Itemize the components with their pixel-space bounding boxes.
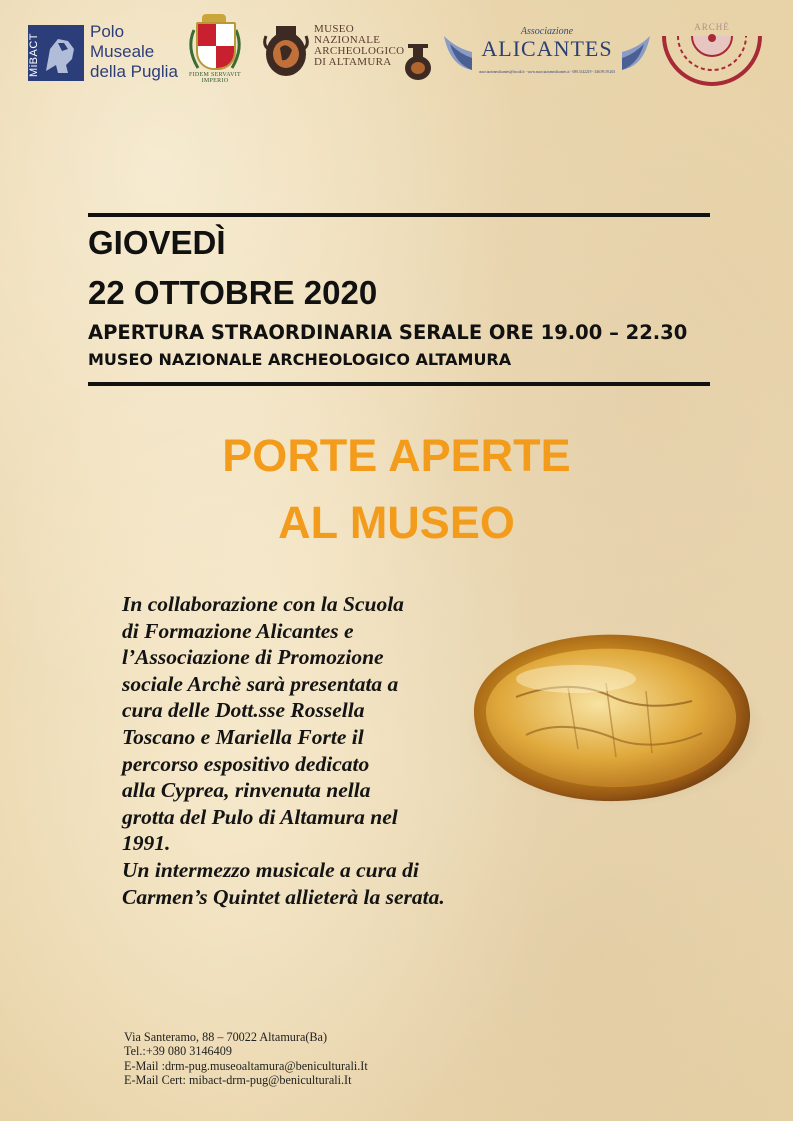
museo-line-3: ARCHEOLOGICO xyxy=(314,45,405,57)
event-day: GIOVEDÌ xyxy=(88,224,226,261)
arche-label: ARCHÈ xyxy=(694,22,730,32)
cyprea-shell-image xyxy=(456,617,766,809)
crest-motto: FIDEM SERVAVIT IMPERIO xyxy=(188,72,241,84)
description-line: 1991. xyxy=(122,831,171,856)
footer-email-cert[interactable]: E-Mail Cert: mibact-drm-pug@beniculturali.It xyxy=(124,1073,352,1088)
crest-shield-icon xyxy=(196,22,236,70)
contact-footer xyxy=(124,1030,368,1088)
mibact-label: MiBACT xyxy=(28,33,40,77)
alicantes-contact: associazionealicantes@tiscali.it - www.associazionealicantes.it - 080.3142219 - 346.99.39.263 xyxy=(478,70,616,74)
description-line: Carmen’s Quintet allieterà la serata. xyxy=(122,884,445,909)
mibact-mark-icon xyxy=(28,25,84,81)
description-line: cura delle Dott.sse Rossella xyxy=(122,698,365,723)
logo-arche xyxy=(658,22,766,86)
venue-name: MUSEO NAZIONALE ARCHEOLOGICO ALTAMURA xyxy=(88,350,512,369)
event-title-line-1: PORTE APERTE xyxy=(222,430,571,481)
description-line: alla Cyprea, rinvenuta nella xyxy=(122,778,371,803)
description-line: grotta del Pulo di Altamura nel xyxy=(122,804,398,829)
logo-polo-museale-puglia xyxy=(28,22,178,86)
event-description xyxy=(122,591,502,910)
polo-line-3: della Puglia xyxy=(90,62,178,81)
footer-phone: Tel.:+39 080 3146409 xyxy=(124,1044,232,1059)
museo-line-2: NAZIONALE xyxy=(314,34,381,46)
polo-line-2: Museale xyxy=(90,42,155,61)
jug-icon xyxy=(402,40,434,82)
amphora-vase-icon xyxy=(262,22,310,80)
footer-address: Via Santeramo, 88 – 70022 Altamura(Ba) xyxy=(124,1030,328,1044)
logo-associazione-alicantes xyxy=(442,26,652,82)
description-line: di Formazione Alicantes e xyxy=(122,618,354,643)
museo-line-1: MUSEO xyxy=(314,23,355,35)
right-wing-icon xyxy=(620,30,652,78)
alicantes-name: ALICANTES xyxy=(481,36,613,61)
opening-hours: APERTURA STRAORDINARIA SERALE ORE 19.00 – 22.30 xyxy=(88,321,688,344)
description-line: percorso espositivo dedicato xyxy=(122,751,370,776)
description-line: l’Associazione di Promozione xyxy=(122,645,384,670)
logo-altamura-crest xyxy=(184,14,246,84)
logo-museo-nazionale-altamura xyxy=(262,18,434,84)
alicantes-assoc-label: Associazione xyxy=(520,26,574,37)
polo-line-1: Polo xyxy=(90,22,125,41)
description-line: Un intermezzo musicale a cura di xyxy=(122,857,419,882)
event-title-line-2: AL MUSEO xyxy=(278,497,515,548)
description-line: In collaborazione con la Scuola xyxy=(122,592,404,616)
museo-line-4: DI ALTAMURA xyxy=(314,56,392,68)
description-line: sociale Archè sarà presentata a xyxy=(122,671,399,696)
arche-rosette-icon xyxy=(658,28,766,86)
description-line: Toscano e Mariella Forte il xyxy=(122,724,364,749)
bottom-rule xyxy=(88,382,710,386)
top-rule xyxy=(88,213,710,217)
footer-email[interactable]: E-Mail :drm-pug.museoaltamura@beniculturali.It xyxy=(124,1058,368,1073)
event-date: 22 OTTOBRE 2020 xyxy=(88,274,378,311)
